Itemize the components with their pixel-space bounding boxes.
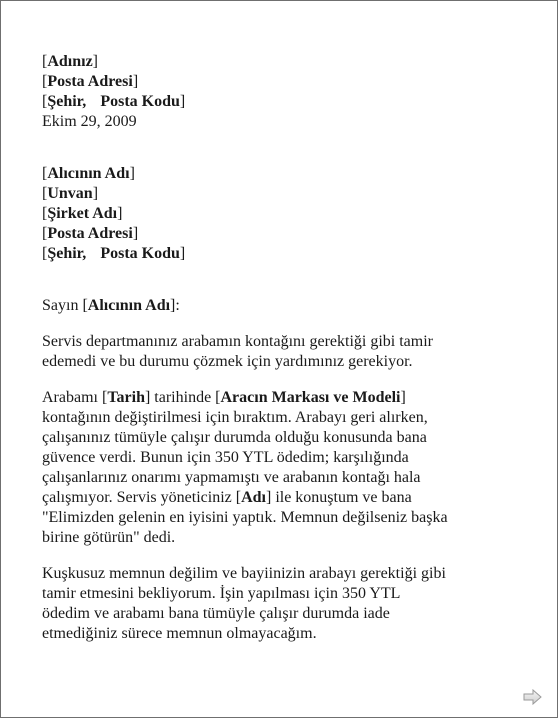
sender-address-field[interactable]: Posta Adresi — [47, 73, 133, 90]
paragraph-2-line-8: birine götürün" dedi. — [42, 529, 176, 546]
paragraph-2-line-6: çalışmıyor. Servis yöneticiniz [Adı] ile konuştum ve bana — [42, 489, 412, 506]
sender-address-line: [Posta Adresi] — [42, 73, 139, 90]
manager-name-field[interactable]: Adı — [241, 489, 266, 506]
salutation-suffix: : — [175, 297, 180, 314]
recipient-postal-field[interactable]: Posta Kodu — [100, 245, 180, 262]
paragraph-3 — [42, 564, 522, 644]
salutation-name-field[interactable]: Alıcının Adı — [87, 297, 171, 314]
recipient-company-line: [Şirket Adı] — [42, 205, 123, 222]
paragraph-2-line-3: çalışanınız tümüyle çalışır durumda olduğu konusunda bana — [42, 429, 427, 446]
salutation-line: Sayın [Alıcının Adı]: — [42, 297, 180, 314]
paragraph-3-line-2: tamir etmesini bekliyorum. İşin yapılması için 350 YTL — [42, 585, 401, 602]
recipient-name-line: [Alıcının Adı] — [42, 165, 135, 182]
paragraph-1-line-1: Servis departmanınız arabamın kontağını gerektiği gibi tamir — [42, 333, 433, 350]
recipient-company-field[interactable]: Şirket Adı — [47, 205, 118, 222]
paragraph-2 — [42, 388, 522, 548]
salutation — [42, 296, 522, 316]
sender-city-line: [Şehir, Posta Kodu] — [42, 93, 186, 110]
recipient-name-field[interactable]: Alıcının Adı — [47, 165, 130, 182]
recipient-city-field[interactable]: Şehir, — [47, 245, 87, 262]
recipient-city-line: [Şehir, Posta Kodu] — [42, 245, 186, 262]
sender-name-field[interactable]: Adınız — [47, 53, 93, 70]
paragraph-2-line-5: çalışanlarınız onarımı yapmamıştı ve arabanın kontağı hala — [42, 469, 421, 486]
paragraph-2-l1-mid: tarihinde — [150, 389, 216, 406]
paragraph-3-line-3: ödedim ve arabamı bana tümüyle çalışır durumda iade — [42, 605, 390, 622]
letter-body — [42, 52, 522, 660]
paragraph-1 — [42, 332, 522, 372]
paragraph-2-l1-pre: Arabamı — [42, 389, 102, 406]
recipient-block — [42, 164, 522, 264]
sender-name-line: [Adınız] — [42, 53, 98, 70]
paragraph-3-line-4: etmediğiniz sürece memnun olmayacağım. — [42, 625, 317, 642]
next-page-arrow-icon[interactable] — [523, 689, 543, 705]
car-model-field[interactable]: Aracın Markası ve Modeli — [220, 389, 401, 406]
letter-date: Ekim 29, 2009 — [42, 113, 137, 130]
paragraph-2-line-7: "Elimizden gelenin en iyisini yaptık. Memnun değilseniz başka — [42, 509, 448, 526]
paragraph-2-line-4: güvence verdi. Bunun için 350 YTL ödedim; karşılığında — [42, 449, 409, 466]
recipient-address-field[interactable]: Posta Adresi — [47, 225, 133, 242]
paragraph-2-line-2: kontağının değiştirilmesi için bıraktım. Arabayı geri alırken, — [42, 409, 428, 426]
paragraph-1-line-2: edemedi ve bu durumu çözmek için yardımınız gerekiyor. — [42, 353, 413, 370]
salutation-prefix: Sayın — [42, 297, 83, 314]
recipient-title-line: [Unvan] — [42, 185, 99, 202]
sender-block — [42, 52, 522, 132]
paragraph-2-l6-post: ile konuştum ve bana — [271, 489, 412, 506]
paragraph-2-l6-pre: çalışmıyor. Servis yöneticiniz — [42, 489, 236, 506]
recipient-title-field[interactable]: Unvan — [47, 185, 93, 202]
date-field[interactable]: Tarih — [107, 389, 145, 406]
paragraph-2-line-1: Arabamı [Tarih] tarihinde [Aracın Markası ve Modeli] — [42, 389, 406, 406]
paragraph-3-line-1: Kuşkusuz memnun değilim ve bayiinizin arabayı gerektiği gibi — [42, 565, 446, 582]
recipient-address-line: [Posta Adresi] — [42, 225, 139, 242]
sender-postal-field[interactable]: Posta Kodu — [100, 93, 180, 110]
sender-city-field[interactable]: Şehir, — [47, 93, 87, 110]
